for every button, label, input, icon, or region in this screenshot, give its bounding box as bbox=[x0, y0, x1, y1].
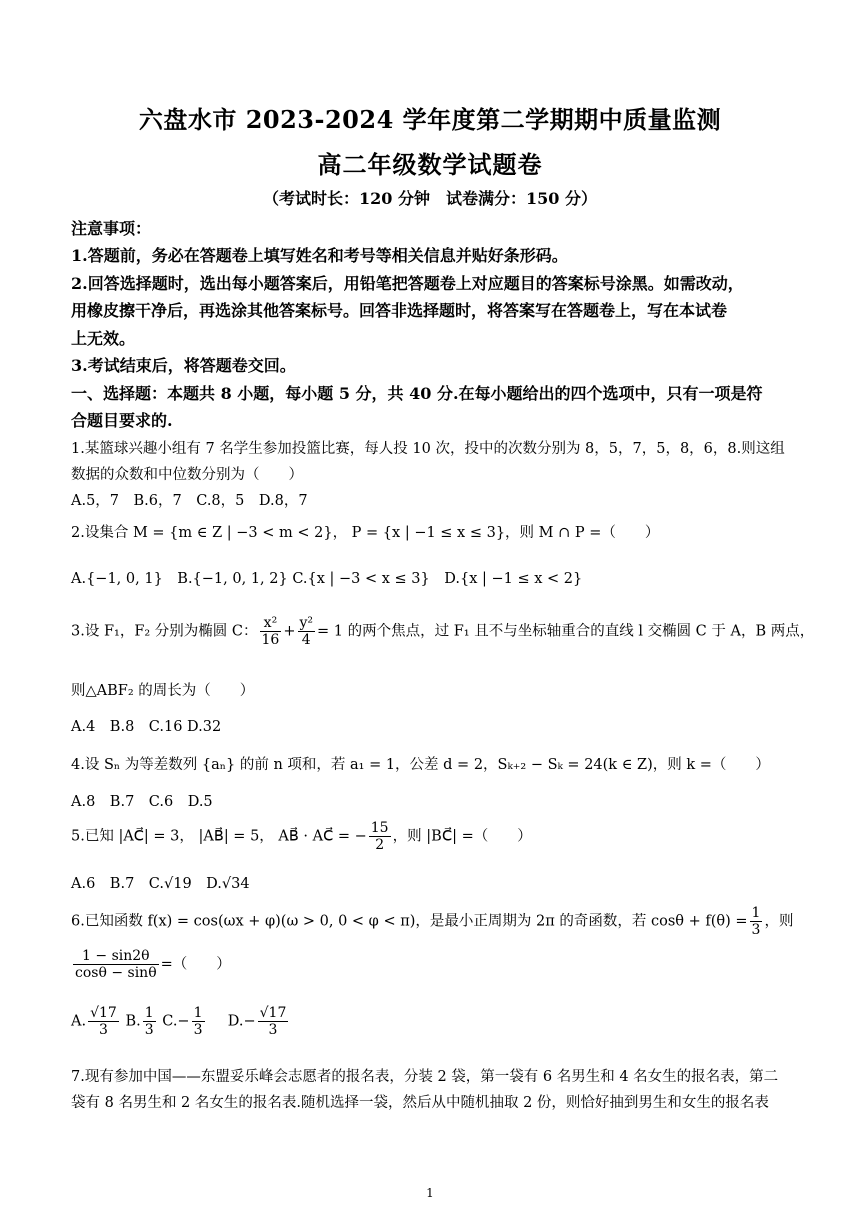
fraction bbox=[369, 820, 391, 853]
fraction-numerator: 15 bbox=[370, 820, 389, 836]
fraction-numerator: 1 bbox=[144, 1005, 154, 1021]
question-3-line-2: 则△ABF₂ 的周长为（ ） bbox=[71, 683, 255, 699]
fraction bbox=[88, 1005, 119, 1038]
notice-heading: 注意事项： bbox=[71, 219, 152, 238]
option-label: A. bbox=[71, 1013, 87, 1030]
fraction bbox=[192, 1005, 205, 1038]
notice-item-2-line-1: 2.回答选择题时，选出每小题答案后，用铅笔把答题卷上对应题目的答案标号涂黑。如需改动， bbox=[71, 274, 744, 293]
fraction-numerator: 1 bbox=[193, 1005, 203, 1021]
question-1-line-2: 数据的众数和中位数分别为（ ） bbox=[71, 467, 303, 483]
fraction-denominator: 3 bbox=[99, 1022, 108, 1038]
fraction-numerator: x² bbox=[260, 615, 282, 632]
question-5-post: ，则 |BC⃗| =（ ） bbox=[392, 828, 532, 845]
fraction-denominator: 3 bbox=[268, 1022, 278, 1038]
exam-title: 六盘水市 2023-2024 学年度第二学期期中质量监测 bbox=[138, 105, 722, 134]
page-number: 1 bbox=[426, 1186, 434, 1200]
fraction-denominator: 3 bbox=[193, 1022, 203, 1038]
fraction bbox=[143, 1005, 156, 1038]
notice-item-1: 1.答题前，务必在答题卷上填写姓名和考号等相关信息并贴好条形码。 bbox=[71, 246, 568, 265]
fraction-denominator: cosθ − sinθ bbox=[75, 965, 157, 981]
fraction-denominator: 3 bbox=[751, 922, 761, 938]
question-5-stem bbox=[71, 820, 791, 853]
section-1-heading: 一、选择题：本题共 8 小题，每小题 5 分，共 40 分.在每小题给出的四个选项中，只有一项是符 bbox=[71, 384, 763, 403]
fraction-numerator: y² bbox=[299, 615, 314, 631]
fraction bbox=[260, 615, 282, 648]
question-5-options: A.6 B.7 C.√19 D.√34 bbox=[71, 876, 250, 892]
fraction-denominator: 2 bbox=[375, 837, 385, 853]
option-label: D.− bbox=[227, 1013, 256, 1030]
question-1-line-1: 1.某篮球兴趣小组有 7 名学生参加投篮比赛，每人投 10 次，投中的次数分别为 8，5，7，5，8，6，8.则这组 bbox=[71, 441, 785, 457]
section-1-heading-cont: 合题目要求的. bbox=[71, 411, 173, 430]
question-6-pre: 6.已知函数 f(x) = cos(ωx + φ)(ω > 0, 0 < φ < π)，是最小正周期为 2π 的奇函数，若 cosθ + f(θ) = bbox=[71, 913, 748, 930]
notice-item-2-line-2: 用橡皮擦干净后，再选涂其他答案标号。回答非选择题时，将答案写在答题卷上，写在本试卷 bbox=[71, 301, 728, 320]
question-5-pre: 5.已知 |AC⃗| = 3， |AB⃗| = 5， AB⃗ · AC⃗ = − bbox=[71, 828, 367, 845]
fraction bbox=[750, 905, 763, 938]
question-6-tail: =（ ） bbox=[160, 956, 231, 973]
question-2-options: A.{−1, 0, 1} B.{−1, 0, 1, 2} C.{x | −3 < x ≤ 3} D.{x | −1 ≤ x < 2} bbox=[71, 571, 583, 587]
question-6-expression bbox=[71, 948, 791, 981]
fraction-denominator: 16 bbox=[261, 632, 280, 648]
fraction bbox=[73, 948, 159, 981]
question-1-options: A.5，7 B.6，7 C.8，5 D.8，7 bbox=[71, 493, 308, 509]
option-label: C.− bbox=[162, 1013, 190, 1030]
exam-subtitle: 高二年级数学试题卷 bbox=[317, 150, 543, 179]
fraction-numerator: 1 bbox=[751, 905, 761, 921]
question-3-post: = 1 的两个焦点，过 F₁ 且不与坐标轴重合的直线 l 交椭圆 C 于 A，B 两点， bbox=[317, 623, 815, 640]
question-3-options: A.4 B.8 C.16 D.32 bbox=[71, 719, 222, 735]
question-4-options: A.8 B.7 C.6 D.5 bbox=[71, 794, 213, 810]
notice-item-3: 3.考试结束后，将答题卷交回。 bbox=[71, 356, 296, 375]
question-6-options bbox=[71, 1005, 791, 1038]
notice-item-2-line-3: 上无效。 bbox=[71, 329, 136, 348]
fraction-numerator: √17 bbox=[90, 1005, 117, 1021]
fraction-denominator: 4 bbox=[301, 632, 311, 648]
exam-info: （考试时长：120 分钟 试卷满分：150 分） bbox=[263, 189, 597, 208]
question-3-pre: 3.设 F₁，F₂ 分别为椭圆 C： bbox=[71, 623, 258, 640]
question-7-line-1: 7.现有参加中国——东盟妥乐峰会志愿者的报名表，分装 2 袋，第一袋有 6 名男生和 4 名女生的报名表，第二 bbox=[71, 1069, 779, 1085]
plus-sign: + bbox=[283, 623, 296, 640]
fraction-denominator: 3 bbox=[144, 1022, 154, 1038]
question-7-line-2: 袋有 8 名男生和 2 名女生的报名表.随机选择一袋，然后从中随机抽取 2 份，则恰好抽到男生和女生的报名表 bbox=[71, 1095, 769, 1111]
question-2-stem: 2.设集合 M = {m ∈ Z | −3 < m < 2}， P = {x | −1 ≤ x ≤ 3}，则 M ∩ P =（ ） bbox=[71, 525, 660, 541]
fraction bbox=[298, 615, 316, 648]
question-6-stem bbox=[71, 905, 794, 938]
question-3-stem bbox=[71, 615, 815, 648]
fraction-numerator: √17 bbox=[259, 1005, 287, 1021]
fraction-numerator: 1 − sin2θ bbox=[73, 948, 159, 965]
question-4-stem: 4.设 Sₙ 为等差数列 {aₙ} 的前 n 项和，若 a₁ = 1，公差 d = 2，Sₖ₊₂ − Sₖ = 24(k ∈ Z)，则 k =（ ） bbox=[71, 757, 770, 773]
fraction bbox=[258, 1005, 289, 1038]
option-label: B. bbox=[125, 1013, 141, 1030]
question-6-post: ，则 bbox=[764, 913, 794, 930]
